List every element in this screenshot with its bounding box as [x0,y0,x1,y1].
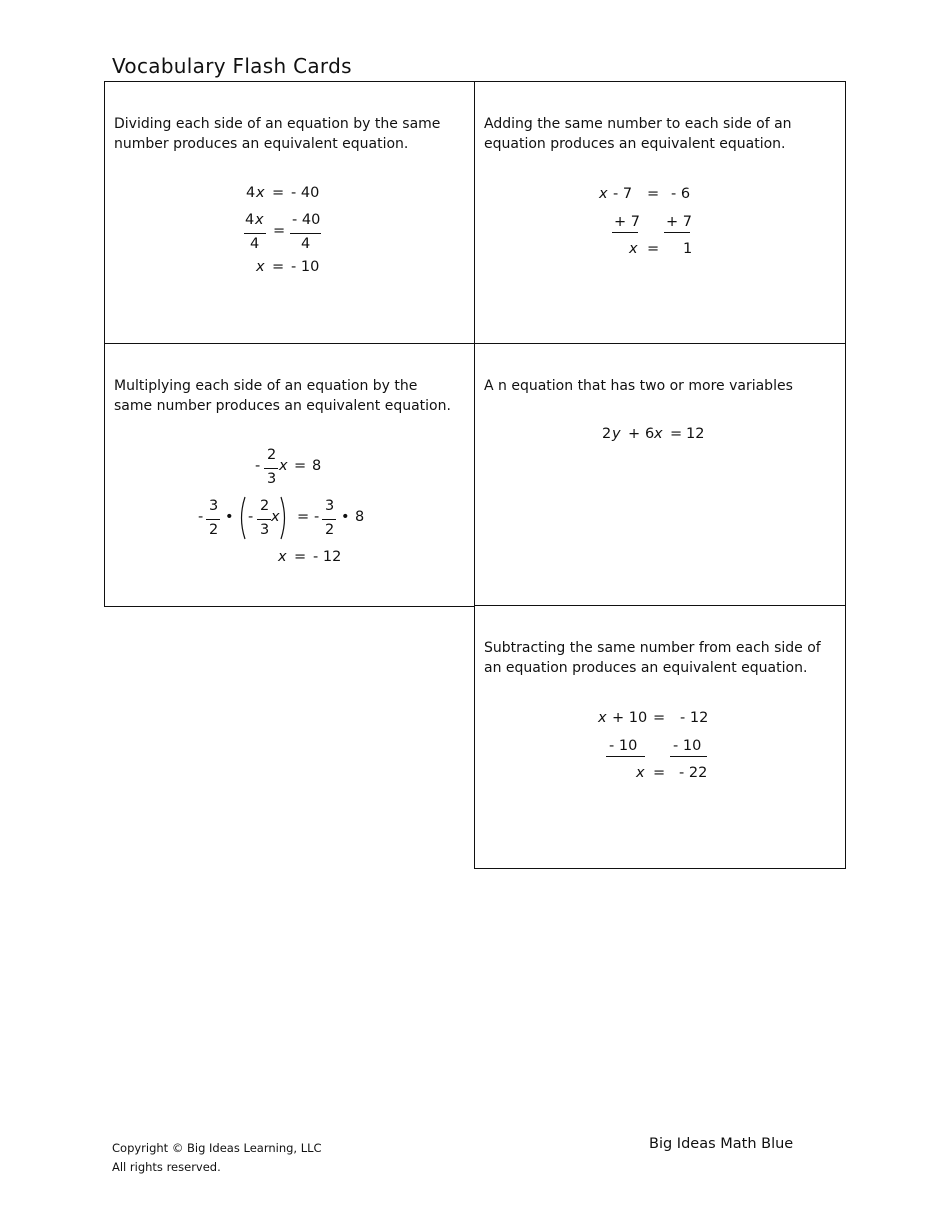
eq2-num-var: x [255,212,264,228]
row2-left: + 7 [614,214,640,230]
row3-rhs: - 22 [679,765,708,781]
eq1-rhs: 8 [312,458,322,474]
eq1-var: x [279,458,288,474]
row3-var: x [636,765,645,781]
eq1-neg: - [255,458,261,474]
card-definition: A n equation that has two or more variables [484,378,793,394]
underline [664,232,690,233]
underline [606,756,645,757]
card-definition: Subtracting the same number from each side of an equation produces an equivalent equation. [484,640,821,676]
eq2-equals: = [273,223,286,239]
card-example [475,344,847,608]
page-title: Vocabulary Flash Cards [112,54,352,78]
eq-plus: + [628,426,641,442]
eq2-neg1: - [198,509,204,525]
eq-c2: 6 [645,426,655,442]
fraction-bar [244,233,266,234]
eq2-den2: 3 [260,522,270,538]
eq3-var: x [256,259,265,275]
eq-rhs: 12 [686,426,705,442]
eq2-den: 4 [250,236,260,252]
eq3-equals: = [294,549,307,565]
row2-right: + 7 [666,214,692,230]
row1-op: + 10 [612,710,648,726]
eq2-num2: 2 [260,498,270,514]
card-definition: Dividing each side of an equation by the same number produces an equivalent equation. [114,116,441,152]
eq-c1: 2 [602,426,612,442]
eq-v2: x [654,426,663,442]
row3-equals: = [647,241,660,257]
fraction-bar [264,468,278,469]
flash-card-multiplication [104,343,476,607]
row1-var: x [598,710,607,726]
eq2-dot1: • [225,509,234,525]
card-definition: Multiplying each side of an equation by the same number produces an equivalent equation. [114,378,451,414]
fraction-bar [206,519,220,520]
copyright-line: Copyright © Big Ideas Learning, LLC [112,1141,322,1155]
card-example [475,82,847,346]
card-example [105,82,477,346]
eq2-num1: 3 [209,498,219,514]
eq3-equals: = [272,259,285,275]
fraction-bar [257,519,271,520]
row1-equals: = [653,710,666,726]
row3-rhs: 1 [683,241,693,257]
eq1-num: 2 [267,447,277,463]
eq2-den1: 2 [209,522,219,538]
row1-rhs: - 6 [671,186,691,202]
flash-card-division [104,81,476,345]
eq1-var: x [256,185,265,201]
flash-card-literal-equation [474,343,846,607]
eq2-dot2: • [341,509,350,525]
row1-equals: = [647,186,660,202]
eq3-var: x [278,549,287,565]
row1-var: x [599,186,608,202]
card-example [475,606,847,870]
right-paren [279,495,289,541]
eq2-rhs-num: - 40 [292,212,321,228]
card-example [105,344,477,608]
brand-label: Big Ideas Math Blue [649,1136,794,1152]
copyright-notice [112,1139,322,1177]
underline [670,756,707,757]
eq2-num3: 3 [325,498,335,514]
eq1-den: 3 [267,471,277,487]
row2-right: - 10 [673,738,702,754]
fraction-bar [290,233,321,234]
fraction-bar [322,519,336,520]
card-definition: Adding the same number to each side of an equation produces an equivalent equation. [484,116,792,152]
flash-card-subtraction [474,605,846,869]
rights-line: All rights reserved. [112,1160,221,1174]
eq2-rhs-den: 4 [301,236,311,252]
eq-v1: y [612,426,621,442]
eq-equals: = [670,426,683,442]
row3-var: x [629,241,638,257]
eq3-rhs: - 10 [291,259,320,275]
eq2-equals: = [297,509,310,525]
left-paren [237,495,247,541]
row1-rhs: - 12 [680,710,709,726]
row2-left: - 10 [609,738,638,754]
underline [612,232,638,233]
eq2-num-coef: 4 [245,212,255,228]
eq1-equals: = [272,185,285,201]
row1-op: - 7 [613,186,633,202]
eq2-rhs: 8 [355,509,365,525]
eq1-coef: 4 [246,185,256,201]
eq2-den3: 2 [325,522,335,538]
row3-equals: = [653,765,666,781]
flash-card-addition [474,81,846,345]
eq2-neg3: - [314,509,320,525]
eq1-equals: = [294,458,307,474]
eq3-rhs: - 12 [313,549,342,565]
eq2-neg2: - [248,509,254,525]
eq2-var: x [271,509,280,525]
eq1-rhs: - 40 [291,185,320,201]
